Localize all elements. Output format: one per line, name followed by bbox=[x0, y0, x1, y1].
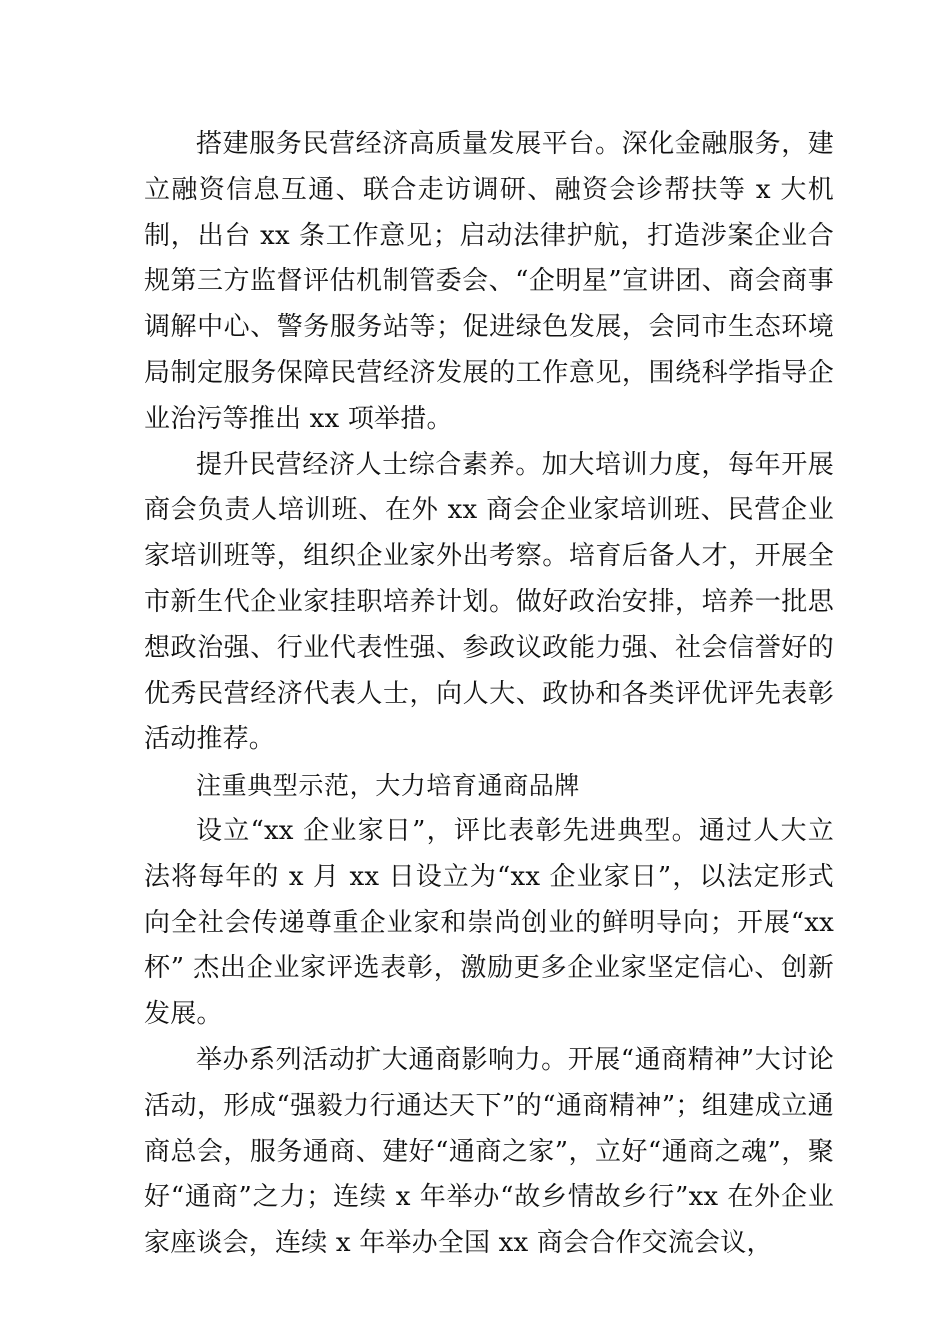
section-heading: 注重典型示范，大力培育通商品牌 bbox=[196, 771, 581, 801]
paragraph-training: 提升民营经济人士综合素养。加大培训力度，每年开展商会负责人培训班、在外 xx 商会企业家培训班、民营企业家培训班等，组织企业家外出考察。培育后备人才，开展全市新生代企业家挂职培养计划。做好政治安排，培养一批思想政治强、行业代表性强、参政议政能力强、社会信誉好的优秀民营经济代表人士，向人大、政协和各类评优评先表彰活动推荐。 bbox=[144, 449, 834, 755]
paragraph-entrepreneur-day: 设立“xx 企业家日”，评比表彰先进典型。通过人大立法将每年的 x 月 xx 日设立为“xx 企业家日”，以法定形式向全社会传递尊重企业家和崇尚创业的鲜明导向；开展“xx 杯” 杰出企业家评选表彰，激励更多企业家坚定信心、创新发展。 bbox=[144, 815, 834, 1030]
paragraph-tongshang-activities: 举办系列活动扩大通商影响力。开展“通商精神”大讨论活动，形成“强毅力行通达天下”的“通商精神”；组建成立通商总会，服务通商、建好“通商之家”，立好“通商之魂”，聚好“通商”之力；连续 x 年举办“故乡情故乡行”xx 在外企业家座谈会，连续 x 年举办全国 xx 商会合作交流会议， bbox=[144, 1044, 834, 1259]
paragraph-platform: 搭建服务民营经济高质量发展平台。深化金融服务，建立融资信息互通、联合走访调研、融资会诊帮扶等 x 大机制，出台 xx 条工作意见；启动法律护航，打造涉案企业合规第三方监督评估机制管委会、“企明星”宣讲团、商会商事调解中心、警务服务站等；促进绿色发展，会同市生态环境局制定服务保障民营经济发展的工作意见，围绕科学指导企业治污等推出 xx 项举措。 bbox=[144, 129, 834, 434]
document-body bbox=[144, 122, 834, 1267]
